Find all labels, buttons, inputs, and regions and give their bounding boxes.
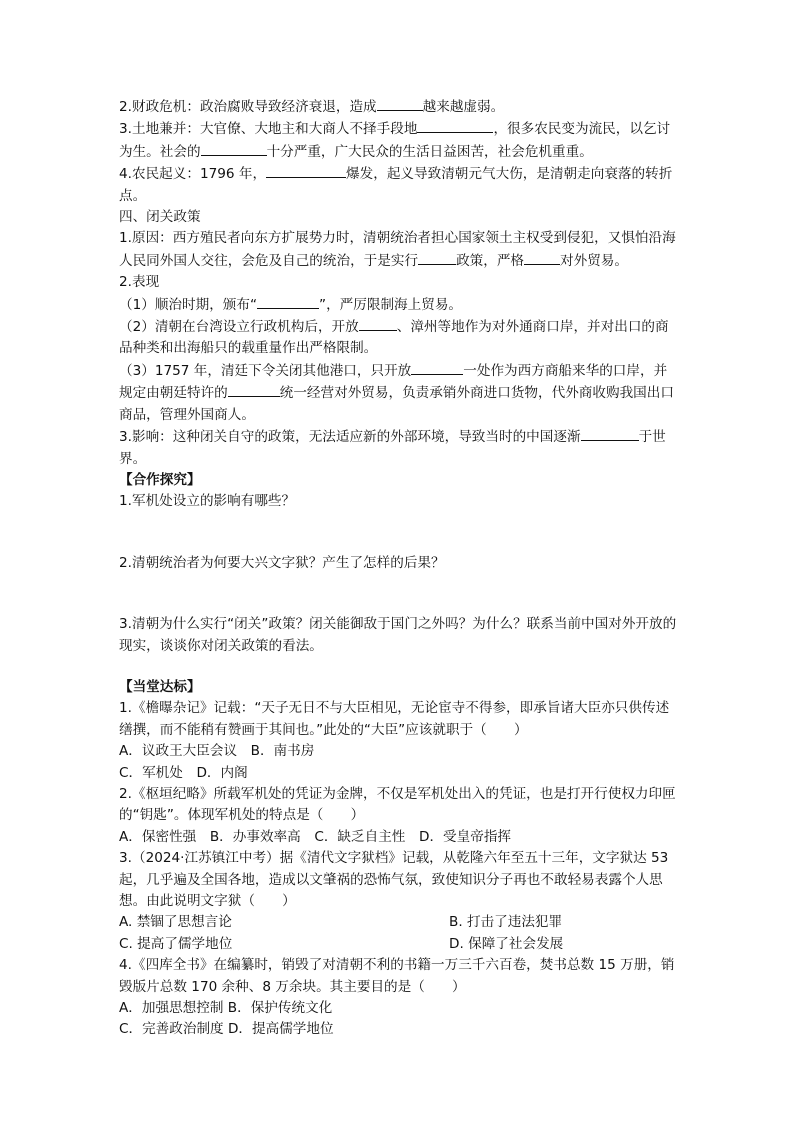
fill-blank[interactable] (257, 294, 319, 309)
cooperative-heading: 【合作探究】 (119, 471, 201, 488)
fill-blank[interactable] (266, 163, 346, 178)
item-1757 (119, 360, 679, 426)
mcq-4-options-a-b: A．加强思想控制 B．保护传统文化 (119, 1000, 333, 1017)
mcq-1: 1.《檐曝杂记》记载：“天子无日不与大臣相见，无论宦寺不得参，即承旨诸大臣亦只供传述缮撰，而不能稍有赞画于其间也。”此处的“大臣”应该就职于（ ） (119, 700, 670, 738)
mcq-4: 4.《四库全书》在编纂时，销毁了对清朝不利的书籍一万三千六百卷，焚书总数 15 万册，销毁版片总数 170 余种、8 万余块。其主要目的是（ ） (119, 957, 675, 995)
text: 对外贸易。 (560, 252, 628, 269)
item-land-annexation (119, 118, 679, 163)
option-a: A. 禁锢了思想言论 (119, 914, 232, 931)
option-d: D. 保障了社会发展 (449, 935, 564, 952)
fill-blank[interactable] (377, 96, 423, 111)
option-b: B. 打击了违法犯罪 (449, 914, 563, 931)
text: （3）1757 年，清廷下令关闭其他港口，只开放 (119, 362, 412, 379)
item-taiwan (119, 316, 679, 360)
mcq-4-options-c-d: C．完善政治制度 D．提高儒学地位 (119, 1021, 334, 1038)
mcq-3-options-row1 (119, 912, 679, 933)
answer-space[interactable] (119, 574, 679, 614)
mcq-2: 2.《枢垣纪略》所载军机处的凭证为金牌，不仅是军机处出入的凭证，也是打开行使权力印匣的“钥匙”。体现军机处的特点是（ ） (119, 785, 676, 824)
option-c: C. 提高了儒学地位 (119, 935, 233, 952)
item-peasant-uprising (119, 163, 679, 207)
fill-blank[interactable] (417, 118, 493, 133)
fill-blank[interactable] (581, 426, 639, 441)
text: 十分严重，广大民众的生活日益困苦，社会危机重重。 (266, 143, 593, 160)
text: 3.影响：这种闭关自守的政策，无法适应新的外部环境，导致当时的中国逐渐 (119, 429, 581, 446)
text: 2.财政危机：政治腐败导致经济衰退，造成 (119, 99, 377, 115)
item-shunzhi (119, 294, 679, 316)
mcq-2-options: A．保密性强 B．办事效率高 C．缺乏自主性 D．受皇帝指挥 (119, 828, 512, 845)
text: 于世界。 (119, 429, 666, 467)
question-1: 1.军机处设立的影响有哪些？ (119, 493, 296, 510)
fill-blank[interactable] (524, 250, 560, 265)
section-heading: 四、闭关政策 (119, 209, 201, 226)
text: 、漳州等地作为对外通商口岸，并对出口的商品种类和出海船只的载重量作出严格限制。 (119, 319, 669, 357)
item-impact (119, 426, 679, 470)
text: 统一经营对外贸易，负责承销外商进口货物，代外商收购我国出口商品，管理外国商人。 (119, 385, 674, 423)
fill-blank[interactable] (359, 316, 397, 331)
text: （2）清朝在台湾设立行政机构后，开放 (119, 319, 359, 336)
answer-space[interactable] (119, 513, 679, 553)
text: （1）顺治时期，颁布“ (119, 296, 258, 313)
class-test-heading: 【当堂达标】 (119, 678, 201, 695)
text: 1.原因：西方殖民者向东方扩展势力时，清朝统治者担心国家领土主权受到侵犯，又惧怕沿海人民同外国人交往，会危及自己的统治，于是实行 (119, 230, 676, 269)
mcq-3: 3.（2024·江苏镇江中考）据《清代文字狱档》记载，从乾隆六年至五十三年，文字狱达 53 起，几乎遍及全国各地，造成以文肇祸的恐怖气氛，致使知识分子再也不敢轻易表露个人思想。由此说明文字狱（ ） (119, 850, 669, 909)
mcq-1-options-c-d: C．军机处 D．内阁 (119, 764, 248, 781)
text: 3.土地兼并：大官僚、大地主和大商人不择手段地 (119, 121, 418, 138)
item-reason (119, 228, 679, 272)
worksheet-content (119, 96, 679, 1041)
text: ”，严厉限制海上贸易。 (319, 296, 463, 313)
text: 4.农民起义：1796 年， (119, 166, 267, 183)
question-3: 3.清朝为什么实行“闭关”政策？闭关能御敌于国门之外吗？为什么？联系当前中国对外开放的现实，谈谈你对闭关政策的看法。 (119, 616, 677, 654)
item-fiscal-crisis (119, 96, 679, 118)
fill-blank[interactable] (411, 360, 463, 375)
text: 政策，严格 (456, 252, 525, 269)
text: ，很多农民变为流民，以乞讨为生。社会的 (119, 121, 671, 160)
mcq-3-options-row2 (119, 934, 679, 955)
question-2: 2.清朝统治者为何要大兴文字狱？产生了怎样的后果？ (119, 554, 445, 571)
mcq-1-options-a-b: A．议政王大臣会议 B．南书房 (119, 743, 315, 760)
fill-blank[interactable] (418, 250, 456, 265)
text: 越来越虚弱。 (422, 99, 505, 115)
text: 爆发，起义导致清朝元气大伤，是清朝走向衰落的转折点。 (119, 166, 673, 204)
fill-blank[interactable] (201, 141, 267, 156)
item-manifestation: 2.表现 (119, 274, 160, 291)
fill-blank[interactable] (228, 382, 280, 397)
spacer (119, 657, 679, 677)
text: 一处作为西方商船来华的口岸，并规定由朝廷特许的 (119, 362, 668, 402)
